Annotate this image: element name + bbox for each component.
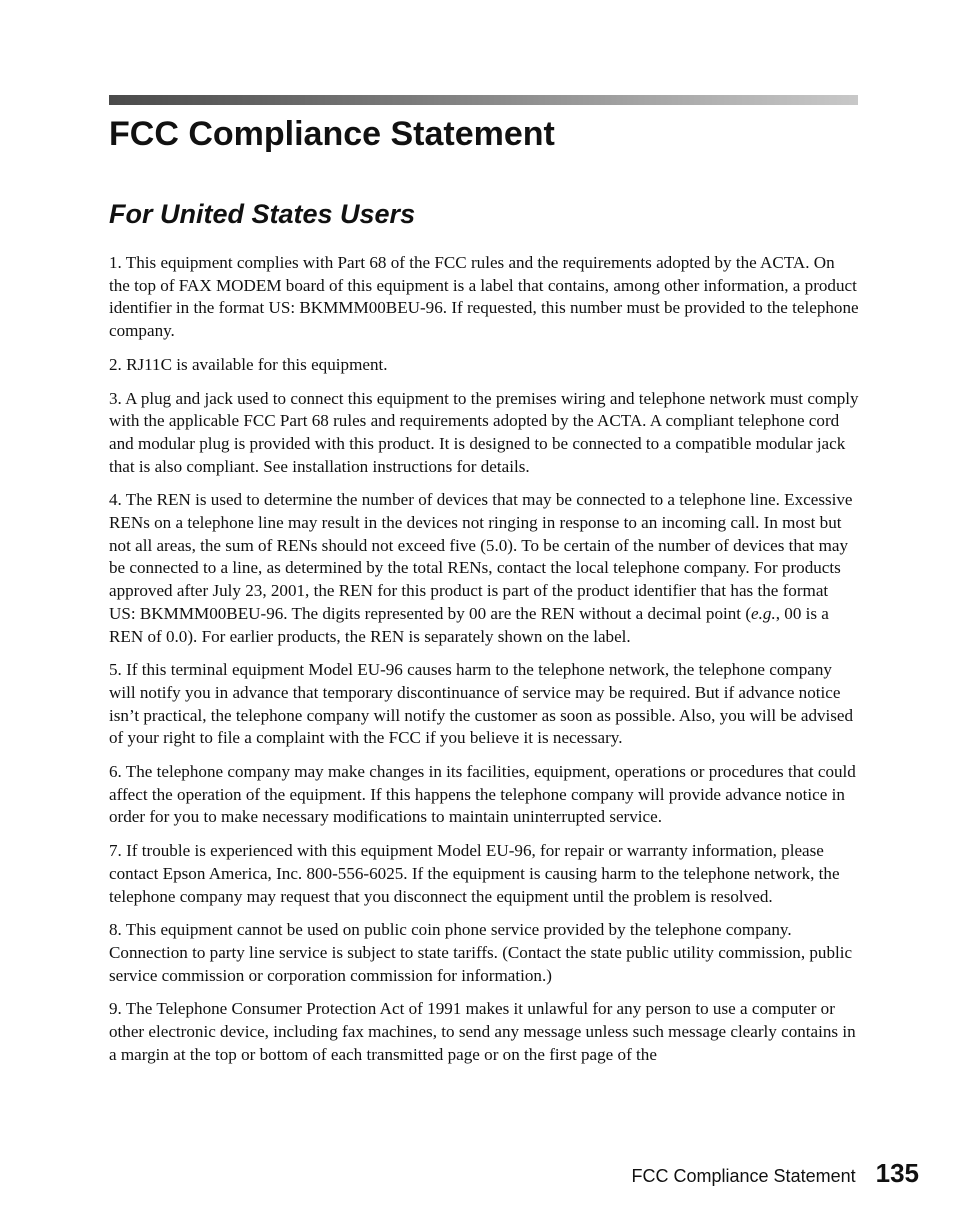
paragraph-text-continued: , 00 is a REN of 0.0). For earlier products, the REN is separately shown on the label. <box>109 603 829 646</box>
paragraph-text: 2. RJ11C is available for this equipment. <box>109 354 388 374</box>
paragraph-6 <box>109 761 859 829</box>
header-rule <box>109 95 858 105</box>
section-subtitle: For United States Users <box>109 199 416 229</box>
document-body <box>109 252 859 1078</box>
paragraph-9 <box>109 998 859 1066</box>
page-footer <box>632 1158 919 1189</box>
paragraph-8 <box>109 919 859 987</box>
page-title: FCC Compliance Statement <box>109 115 555 153</box>
paragraph-4 <box>109 489 859 648</box>
paragraph-text: 9. The Telephone Consumer Protection Act of 1991 makes it unlawful for any person to use a computer or other electronic device, including fax machines, to send any message unless such message clearly contains in a margin at the top or bottom of each transmitted page or on the first page of the <box>109 999 856 1064</box>
paragraph-text: 7. If trouble is experienced with this equipment Model EU-96, for repair or warranty information, please contact Epson America, Inc. 800-556-6025. If the equipment is causing harm to the telephone network, the telephone company may request that you disconnect the equipment until the problem is resolved. <box>109 841 840 906</box>
paragraph-text: 3. A plug and jack used to connect this equipment to the premises wiring and telephone network must comply with the applicable FCC Part 68 rules and requirements adopted by the ACTA. A compliant telephone cord and modular plug is provided with this product. It is designed to be connected to a compatible modular jack that is also compliant. See installation instructions for details. <box>109 388 859 476</box>
page-number: 135 <box>875 1158 919 1188</box>
paragraph-3 <box>109 388 859 479</box>
paragraph-text: 5. If this terminal equipment Model EU-96 causes harm to the telephone network, the telephone company will notify you in advance that temporary discontinuance of service may be required. But if advance notice isn’t practical, the telephone company will notify the customer as soon as possible. Also, you will be advised of your right to file a complaint with the FCC if you believe it is necessary. <box>109 660 854 748</box>
paragraph-text: 1. This equipment complies with Part 68 of the FCC rules and the requirements adopted by the ACTA. On the top of FAX MODEM board of this equipment is a label that contains, among other information, a product identifier in the format US: BKMMM00BEU-96. If requested, this number must be provided to the telephone company. <box>109 253 859 341</box>
paragraph-text: 8. This equipment cannot be used on public coin phone service provided by the telephone company. Connection to party line service is subject to state tariffs. (Contact the state public utility commission, public service commission or corporation commission for information.) <box>109 920 853 985</box>
paragraph-7 <box>109 840 859 908</box>
paragraph-1 <box>109 252 859 343</box>
paragraph-text: 4. The REN is used to determine the number of devices that may be connected to a telephone line. Excessive RENs on a telephone line may result in the devices not ringing in response to an incoming call. In most but not all areas, the sum of RENs should not exceed five (5.0). To be certain of the number of devices that may be connected to a line, as determined by the total RENs, contact the local telephone company. For products approved after July 23, 2001, the REN for this product is part of the product identifier that has the format US: BKMMM00BEU-96. The digits represented by 00 are the REN without a decimal point ( <box>109 490 853 623</box>
paragraph-5 <box>109 659 859 750</box>
paragraph-text: 6. The telephone company may make changes in its facilities, equipment, operations or procedures that could affect the operation of the equipment. If this happens the telephone company will provide advance notice in order for you to make necessary modifications to maintain uninterrupted service. <box>109 762 856 827</box>
paragraph-italic-text: e.g. <box>751 603 776 623</box>
paragraph-2 <box>109 354 859 377</box>
footer-section-label: FCC Compliance Statement <box>631 1166 856 1186</box>
